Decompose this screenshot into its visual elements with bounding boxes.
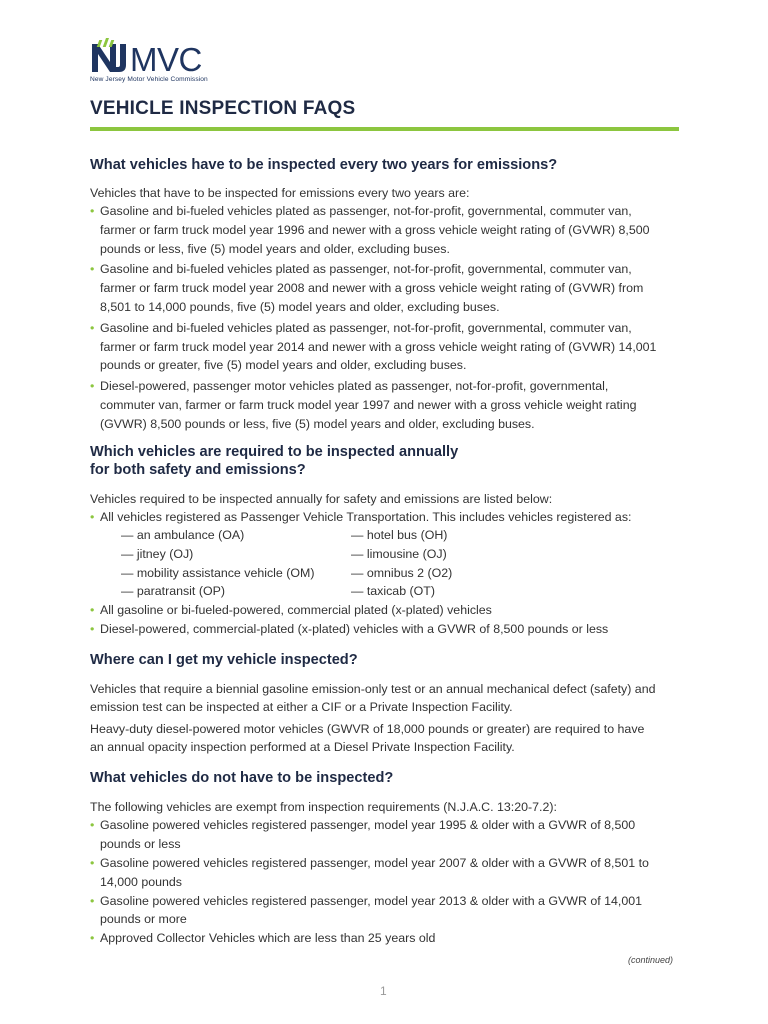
list-item: • Gasoline and bi-fueled vehicles plated as passenger, not-for-profit, governmental, commuter van, farmer or farm truck model year 2014 and newer with a gross vehicle weight rating of (GVWR) 14,001 pounds or greater, five (5) model years and older, excluding buses.: [90, 320, 657, 373]
faq-heading-annual: Which vehicles are required to be inspected annually for both safety and emissions?: [90, 443, 459, 478]
page-title: VEHICLE INSPECTION FAQS: [90, 98, 356, 119]
list-item: • Gasoline and bi-fueled vehicles plated as passenger, not-for-profit, governmental, commuter van, farmer or farm truck model year 1996 and newer with a gross vehicle weight rating of (GVWR) 8,500 pounds or less, five (5) model years and older, excluding buses.: [90, 204, 650, 256]
subitem: — an ambulance (OA): [121, 528, 245, 543]
bullet-icon: •: [90, 893, 95, 908]
faq-intro-annual: Vehicles required to be inspected annually for safety and emissions are listed below:: [90, 491, 553, 506]
annual-list-cont: [90, 601, 680, 639]
bullet-icon: •: [90, 509, 95, 524]
list-item: • Gasoline powered vehicles registered passenger, model year 2007 & older with a GVWR of 8,501 to 14,000 pounds: [90, 855, 649, 889]
svg-text:MVC: MVC: [130, 41, 202, 74]
title-divider: [90, 127, 679, 131]
pvt-subtypes: [90, 526, 680, 600]
njmvc-logo-icon: [90, 38, 230, 74]
list-item: • Approved Collector Vehicles which are less than 25 years old: [90, 929, 680, 948]
bullet-icon: •: [90, 621, 95, 636]
bullet-icon: •: [90, 320, 95, 335]
bullet-icon: •: [90, 379, 95, 394]
logo-subtitle: New Jersey Motor Vehicle Commission: [90, 76, 208, 83]
faq-heading-biennial: What vehicles have to be inspected every two years for emissions?: [90, 157, 558, 173]
biennial-list: [90, 202, 680, 434]
faq-content: [90, 156, 680, 948]
faq-heading-exempt: What vehicles do not have to be inspected?: [90, 770, 394, 787]
page-number: 1: [380, 984, 387, 998]
subitem: — paratransit (OP): [121, 584, 225, 599]
subitem: — limousine (OJ): [351, 546, 447, 561]
faq-intro-biennial: Vehicles that have to be inspected for emissions every two years are:: [90, 186, 470, 200]
bullet-icon: •: [90, 855, 95, 870]
list-item: • Gasoline powered vehicles registered passenger, model year 2013 & older with a GVWR of 14,001 pounds or more: [90, 893, 643, 927]
list-item: • Gasoline and bi-fueled vehicles plated as passenger, not-for-profit, governmental, commuter van, farmer or farm truck model year 2008 and newer with a gross vehicle weight rating of (GVWR) from 8,501 to 14,000 pounds, five (5) model years and older, excluding buses.: [90, 262, 644, 314]
subitem: — mobility assistance vehicle (OM): [121, 565, 315, 580]
bullet-icon: •: [90, 818, 95, 833]
faq-heading-where: Where can I get my vehicle inspected?: [90, 652, 358, 669]
bullet-icon: •: [90, 602, 95, 617]
bullet-icon: •: [90, 262, 95, 277]
list-item: • All gasoline or bi-fueled-powered, commercial plated (x-plated) vehicles: [90, 601, 680, 620]
faq-para-where-2: Heavy-duty diesel-powered motor vehicles (GWVR of 18,000 pounds or greater) are required to have an annual opacity inspection performed at a Diesel Private Inspection Facility.: [90, 722, 645, 755]
subitem: — omnibus 2 (O2): [351, 565, 453, 580]
subitem: — taxicab (OT): [351, 584, 435, 599]
subitem: — jitney (OJ): [121, 546, 194, 561]
njmvc-logo: [90, 38, 260, 86]
faq-intro-exempt: The following vehicles are exempt from inspection requirements (N.J.A.C. 13:20-7.2):: [90, 800, 557, 815]
exempt-list: [90, 816, 680, 948]
list-item: • Diesel-powered, passenger motor vehicles plated as passenger, not-for-profit, governmental, commuter van, farmer or farm truck model year 1997 and newer with a gross vehicle weight rating (GVWR) 8,500 pounds or less, five (5) model years and older, excluding buses.: [90, 379, 637, 431]
list-item: • Diesel-powered, commercial-plated (x-plated) vehicles with a GVWR of 8,500 pounds or less: [90, 620, 680, 639]
annual-list: [90, 508, 680, 527]
bullet-icon: •: [90, 931, 95, 946]
subitem: — hotel bus (OH): [351, 528, 448, 543]
list-item: • Gasoline powered vehicles registered passenger, model year 1995 & older with a GVWR of 8,500 pounds or less: [90, 818, 636, 852]
list-item: • All vehicles registered as Passenger Vehicle Transportation. This includes vehicles registered as:: [90, 508, 680, 527]
faq-para-where-1: Vehicles that require a biennial gasoline emission-only test or an annual mechanical defect (safety) and emission test can be inspected at either a CIF or a Private Inspection Facility.: [90, 682, 656, 715]
bullet-icon: •: [90, 204, 95, 218]
continued-note: (continued): [628, 955, 674, 965]
